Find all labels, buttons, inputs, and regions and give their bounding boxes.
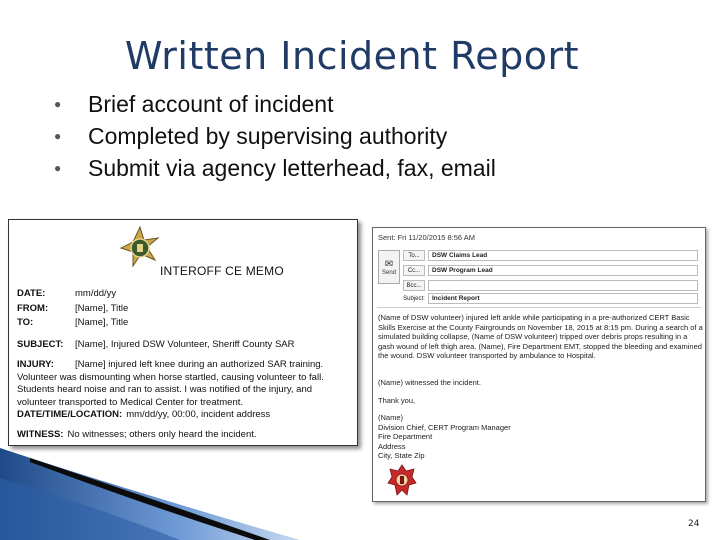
email-thanks: Thank you, bbox=[378, 396, 416, 405]
bullet-dot-icon: ● bbox=[54, 97, 62, 111]
bullet-item bbox=[52, 152, 672, 184]
bullet-text: Completed by supervising authority bbox=[88, 122, 448, 149]
envelope-icon: ✉ bbox=[384, 258, 394, 270]
email-subject-field bbox=[403, 293, 698, 304]
email-panel bbox=[372, 227, 706, 502]
email-subject-label: Subject: bbox=[403, 295, 425, 302]
email-bcc-button[interactable]: Bcc... bbox=[403, 280, 425, 291]
memo-from-label: FROM: bbox=[17, 303, 49, 314]
memo-dtl-label: DATE/TIME/LOCATION: bbox=[17, 409, 123, 420]
email-subject-input[interactable]: Incident Report bbox=[428, 293, 698, 304]
memo-dtl-value: mm/dd/yy, 00:00, incident address bbox=[126, 409, 271, 420]
signature-title: Division Chief, CERT Program Manager bbox=[378, 422, 511, 432]
memo-injury-paragraph bbox=[17, 359, 353, 409]
memo-panel bbox=[8, 219, 358, 446]
email-bcc-input[interactable] bbox=[428, 280, 698, 291]
signature-department: Fire Department bbox=[378, 432, 433, 441]
email-to-input[interactable]: DSW Claims Lead bbox=[428, 250, 698, 261]
email-signature bbox=[378, 413, 511, 461]
email-cc-input[interactable]: DSW Program Lead bbox=[428, 265, 698, 276]
memo-to-row bbox=[17, 317, 128, 328]
memo-to-label: TO: bbox=[17, 317, 34, 328]
memo-from-row bbox=[17, 303, 128, 314]
memo-date-row bbox=[17, 288, 116, 299]
fire-department-seal-icon bbox=[387, 463, 417, 499]
bullet-item bbox=[52, 88, 672, 120]
bullet-text: Brief account of incident bbox=[88, 90, 334, 117]
decorative-swoosh bbox=[0, 448, 300, 540]
memo-dtl-row bbox=[17, 409, 270, 420]
email-cc-field bbox=[403, 265, 698, 276]
page-number: 24 bbox=[688, 519, 700, 529]
email-body-witness: (Name) witnessed the incident. bbox=[378, 378, 481, 387]
email-bcc-field bbox=[403, 280, 698, 291]
email-send-label: Send bbox=[381, 269, 396, 276]
memo-injury-label: INJURY: bbox=[17, 359, 54, 370]
memo-date-value: mm/dd/yy bbox=[75, 288, 117, 299]
bullet-text: Submit via agency letterhead, fax, email bbox=[88, 154, 496, 181]
memo-from-value: [Name], Title bbox=[75, 303, 129, 314]
signature-address: Address bbox=[378, 441, 406, 451]
memo-witness-value: No witnesses; others only heard the incident. bbox=[67, 429, 257, 440]
bullet-list bbox=[52, 88, 672, 184]
memo-to-value: [Name], Title bbox=[75, 317, 129, 328]
sheriff-star-badge-icon bbox=[119, 226, 161, 268]
bullet-dot-icon: ● bbox=[54, 161, 62, 175]
bullet-item bbox=[52, 120, 672, 152]
bullet-dot-icon: ● bbox=[54, 129, 62, 143]
email-send-button[interactable] bbox=[378, 250, 400, 284]
memo-subject-row bbox=[17, 339, 294, 350]
memo-heading: INTEROFF CE MEMO bbox=[160, 264, 284, 278]
signature-city: City, State Zip bbox=[378, 451, 425, 460]
memo-subject-label: SUBJECT: bbox=[17, 339, 64, 350]
email-to-button[interactable]: To... bbox=[403, 250, 425, 261]
memo-injury-text: [Name] injured left knee during an authorized SAR training. Volunteer was dismounting when horse startled, causing volunteer to fall. Students heard noise and ran to assist. I was notified of the injury, and volunteer transported to Medical Center for treatment. bbox=[17, 359, 324, 408]
memo-witness-row bbox=[17, 429, 257, 440]
email-to-field bbox=[403, 250, 698, 261]
slide-title: Written Incident Report bbox=[124, 34, 580, 78]
memo-date-label: DATE: bbox=[17, 288, 46, 299]
memo-subject-value: [Name], Injured DSW Volunteer, Sheriff County SAR bbox=[75, 339, 295, 350]
memo-witness-label: WITNESS: bbox=[17, 429, 64, 440]
email-sent-timestamp: Sent: Fri 11/20/2015 8:56 AM bbox=[378, 233, 476, 242]
email-cc-button[interactable]: Cc... bbox=[403, 265, 425, 276]
signature-name: (Name) bbox=[378, 413, 404, 422]
email-body-paragraph: (Name of DSW volunteer) injured left ankle while participating in a pre-authorized CERT Basic Skills Exercise at the County Fairgrounds on November 18, 2015 at 8:15 pm. During a search of a simulated building collapse, (Name of DSW volunteer) tripped over debris props resulting in a gash wound of left thigh area. (Name), Fire Department EMT, stopped the bleeding and examined the wound. DSW volunteer transported by ambulance to Hospital. bbox=[378, 313, 703, 360]
email-header-divider bbox=[377, 307, 701, 308]
